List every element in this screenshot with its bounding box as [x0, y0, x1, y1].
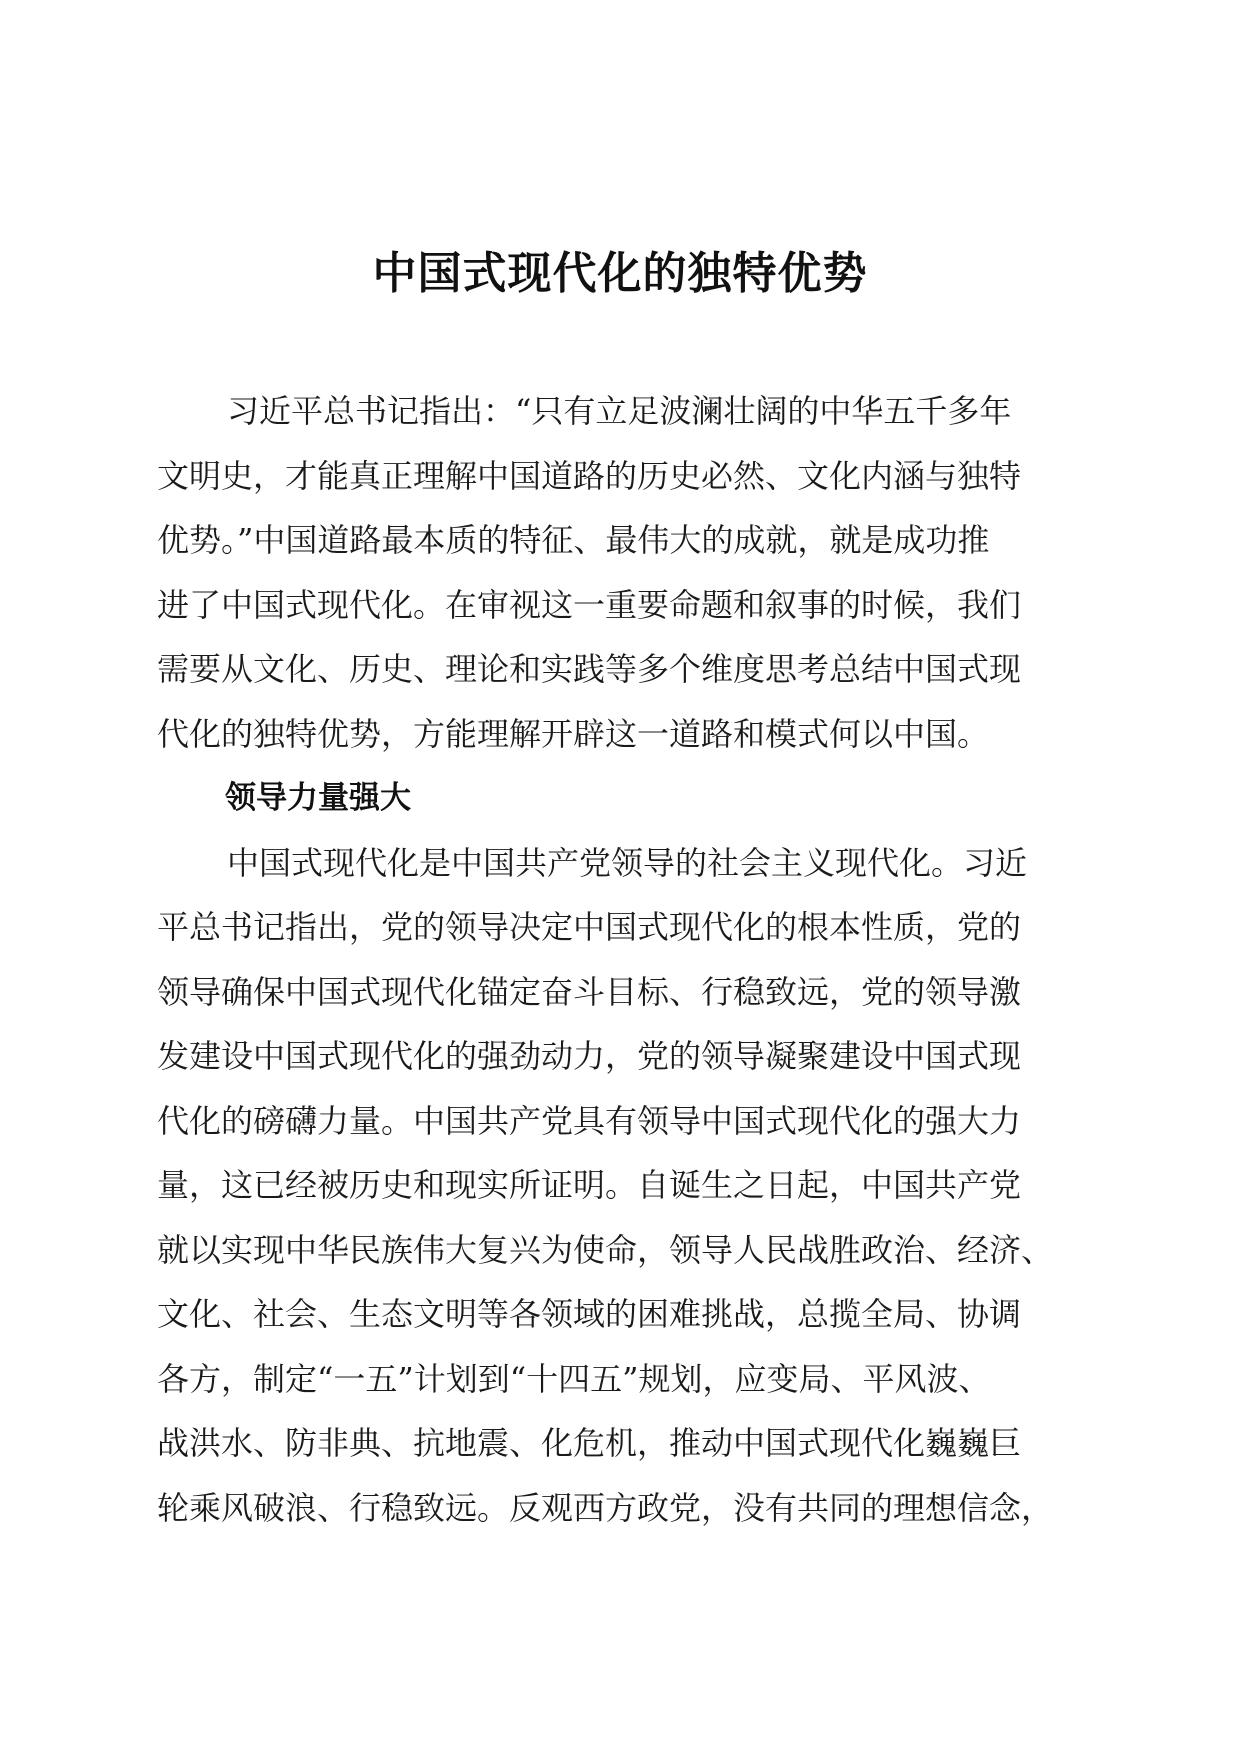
- paragraph-1-line-6: 代化的独特优势，方能理解开辟这一道路和模式何以中国。: [157, 714, 990, 753]
- paragraph-1-line-2: 文明史，才能真正理解中国道路的历史必然、文化内涵与独特: [157, 456, 1022, 495]
- paragraph-2-line-9: 各方，制定“一五”计划到“十四五”规划，应变局、平风波、: [157, 1359, 991, 1398]
- paragraph-2-line-5: 代化的磅礴力量。中国共产党具有领导中国式现代化的强大力: [157, 1101, 1022, 1140]
- section-heading: 领导力量强大: [225, 780, 411, 816]
- paragraph-2-line-3: 领导确保中国式现代化锚定奋斗目标、行稳致远，党的领导激: [157, 972, 1022, 1011]
- paragraph-1-line-5: 需要从文化、历史、理论和实践等多个维度思考总结中国式现: [157, 650, 1022, 688]
- paragraph-2-line-6: 量，这已经被历史和现实所证明。自诞生之日起，中国共产党: [157, 1166, 1022, 1204]
- document-body: [157, 379, 1087, 1540]
- paragraph-2-line-4: 发建设中国式现代化的强劲动力，党的领导凝聚建设中国式现: [157, 1037, 1022, 1075]
- paragraph-2-line-7: 就以实现中华民族伟大复兴为使命，领导人民战胜政治、经济、: [157, 1230, 1054, 1269]
- paragraph-1-line-1: 习近平总书记指出：“只有立足波澜壮阔的中华五千多年: [227, 392, 1012, 430]
- paragraph-1-line-3: 优势。”中国道路最本质的特征、最伟大的成就，就是成功推: [157, 521, 990, 559]
- paragraph-2-line-10: 战洪水、防非典、抗地震、化危机，推动中国式现代化巍巍巨: [157, 1424, 1022, 1462]
- paragraph-2-line-2: 平总书记指出，党的领导决定中国式现代化的根本性质，党的: [157, 908, 1022, 946]
- document-title: 中国式现代化的独特优势: [372, 248, 868, 299]
- paragraph-1-line-4: 进了中国式现代化。在审视这一重要命题和叙事的时候，我们: [157, 585, 1022, 624]
- paragraph-2-line-1: 中国式现代化是中国共产党领导的社会主义现代化。习近: [227, 843, 1028, 882]
- paragraph-2-line-8: 文化、社会、生态文明等各领域的困难挑战，总揽全局、协调: [157, 1295, 1022, 1333]
- paragraph-2-line-11: 轮乘风破浪、行稳致远。反观西方政党，没有共同的理想信念，: [157, 1488, 1054, 1527]
